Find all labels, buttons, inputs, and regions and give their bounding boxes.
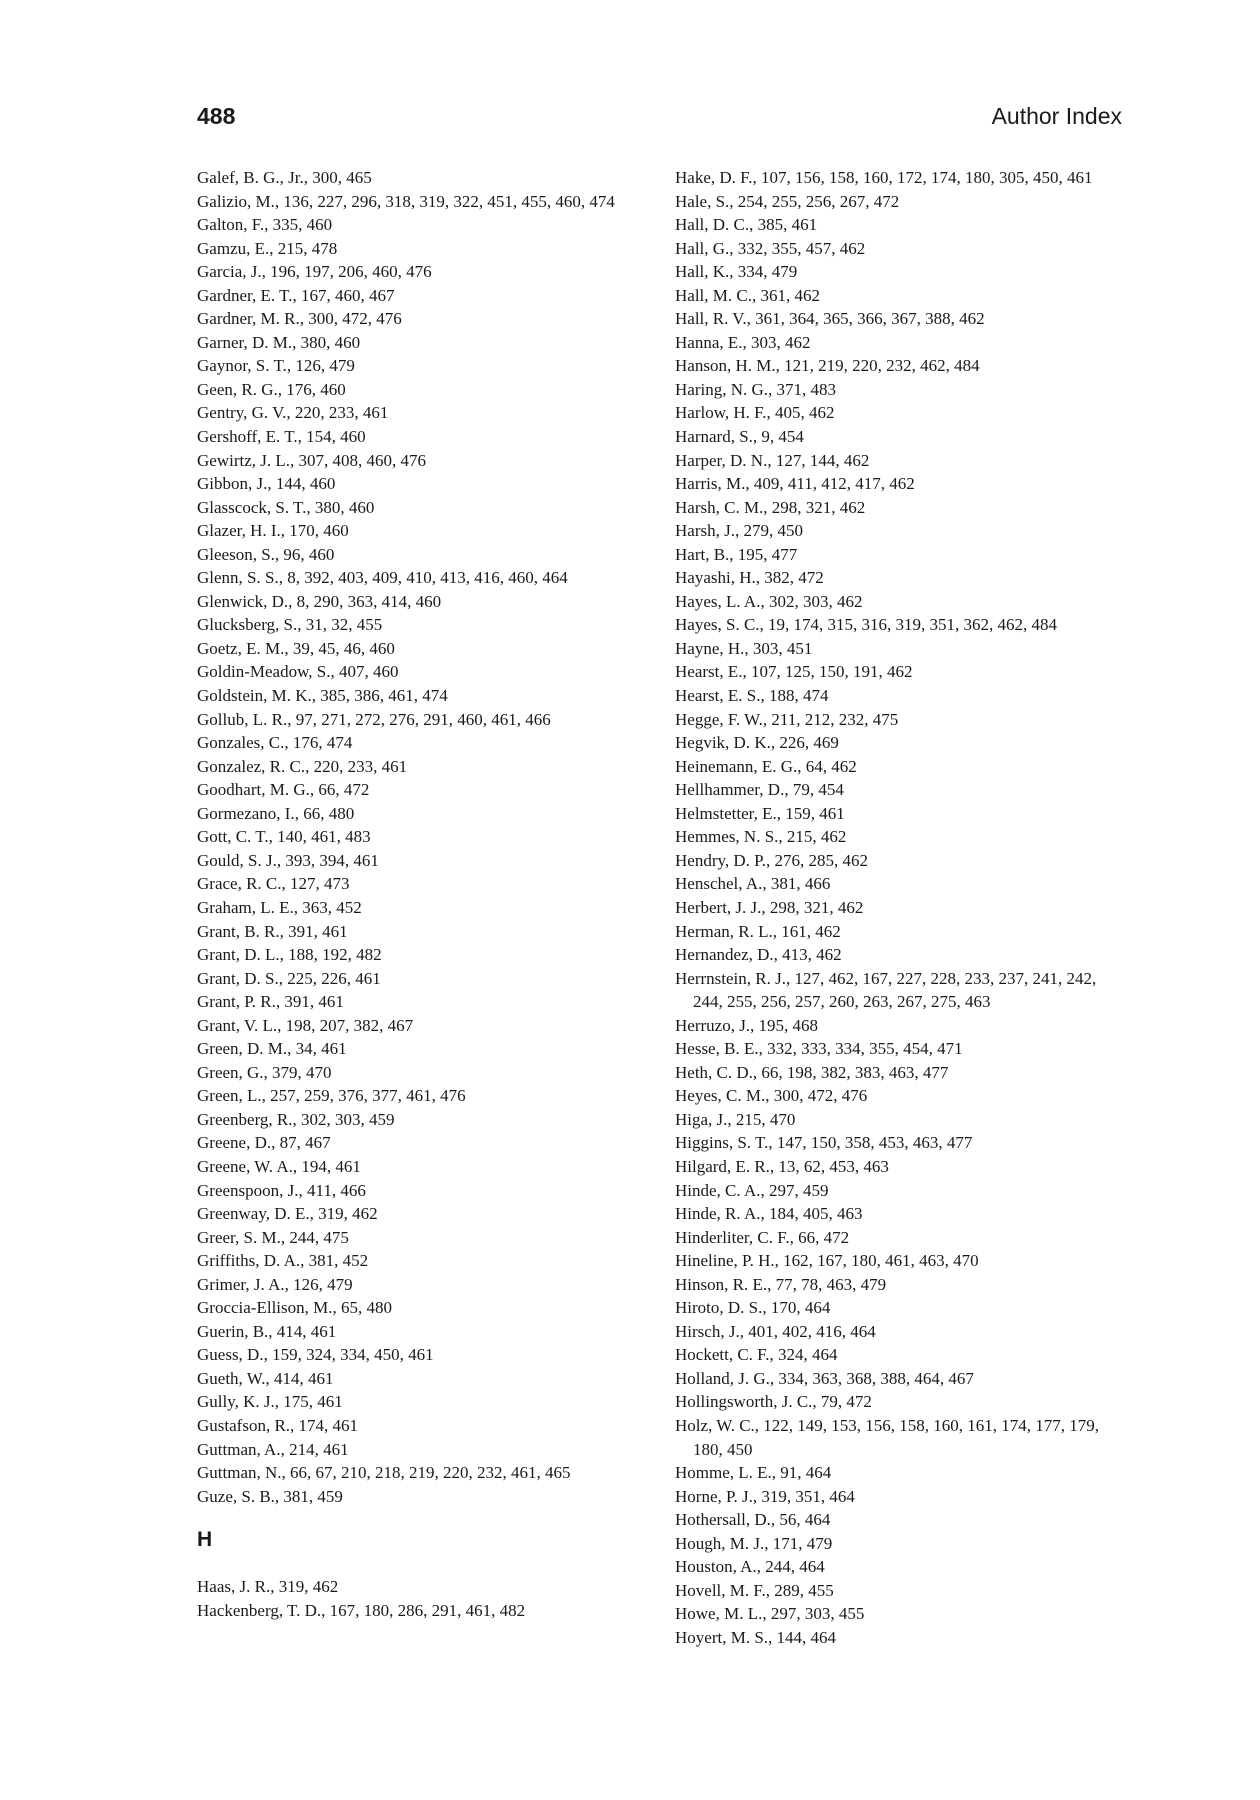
index-entry: Hesse, B. E., 332, 333, 334, 355, 454, 471 <box>675 1039 963 1059</box>
index-entry: Hall, K., 334, 479 <box>675 262 798 282</box>
index-entry: Guze, S. B., 381, 459 <box>197 1486 343 1506</box>
index-entry: Gewirtz, J. L., 307, 408, 460, 476 <box>197 450 427 470</box>
index-entry: Heinemann, E. G., 64, 462 <box>675 756 857 776</box>
index-entry: Hovell, M. F., 289, 455 <box>675 1580 834 1600</box>
index-entry: Hegvik, D. K., 226, 469 <box>675 733 839 753</box>
index-entry: Greene, W. A., 194, 461 <box>197 1156 361 1176</box>
index-entry: Gleeson, S., 96, 460 <box>197 544 335 564</box>
index-entry: Herman, R. L., 161, 462 <box>675 921 841 941</box>
index-entry: Grant, V. L., 198, 207, 382, 467 <box>197 1015 414 1035</box>
index-entry: Hale, S., 254, 255, 256, 267, 472 <box>675 191 900 211</box>
h-entries <box>197 1575 637 1622</box>
index-entry: Groccia-Ellison, M., 65, 480 <box>197 1298 392 1318</box>
index-entry: Hilgard, E. R., 13, 62, 453, 463 <box>675 1156 889 1176</box>
index-entry: Gormezano, I., 66, 480 <box>197 803 355 823</box>
h-entries-continued <box>675 166 1130 1649</box>
index-entry: Haring, N. G., 371, 483 <box>675 379 837 399</box>
index-entry: Haas, J. R., 319, 462 <box>197 1577 339 1597</box>
index-entry: Homme, L. E., 91, 464 <box>675 1463 832 1483</box>
index-entry: Hough, M. J., 171, 479 <box>675 1533 833 1553</box>
index-entry: Hayashi, H., 382, 472 <box>675 568 824 588</box>
index-entry: Harnard, S., 9, 454 <box>675 427 804 447</box>
index-entry: Greenspoon, J., 411, 466 <box>197 1180 366 1200</box>
index-entry: Henschel, A., 381, 466 <box>675 874 831 894</box>
index-entry: Glasscock, S. T., 380, 460 <box>197 497 375 517</box>
index-entry: Galef, B. G., Jr., 300, 465 <box>197 168 372 187</box>
index-entry: Hothersall, D., 56, 464 <box>675 1510 831 1530</box>
index-entry: Galizio, M., 136, 227, 296, 318, 319, 322, 451, 455, 460, 474 <box>197 191 615 211</box>
index-entry: Garcia, J., 196, 197, 206, 460, 476 <box>197 262 432 282</box>
index-entry: Helmstetter, E., 159, 461 <box>675 803 845 823</box>
index-entry: Hearst, E. S., 188, 474 <box>675 686 829 706</box>
index-entry: Guerin, B., 414, 461 <box>197 1321 337 1341</box>
index-entry: Hanson, H. M., 121, 219, 220, 232, 462, 484 <box>675 356 980 376</box>
index-entry: Gonzalez, R. C., 220, 233, 461 <box>197 756 408 776</box>
index-entry: Glazer, H. I., 170, 460 <box>197 521 349 541</box>
index-entry: Harsh, J., 279, 450 <box>675 521 803 541</box>
index-entry: Greenberg, R., 302, 303, 459 <box>197 1109 395 1129</box>
index-entry: Hayes, L. A., 302, 303, 462 <box>675 591 863 611</box>
index-entry: Guttman, A., 214, 461 <box>197 1439 349 1459</box>
index-entry: Green, L., 257, 259, 376, 377, 461, 476 <box>197 1086 466 1106</box>
index-entry: Holland, J. G., 334, 363, 368, 388, 464, 467 <box>675 1368 974 1388</box>
index-entry: Garner, D. M., 380, 460 <box>197 332 361 352</box>
index-entry: Guttman, N., 66, 67, 210, 218, 219, 220, 232, 461, 465 <box>197 1463 571 1483</box>
index-entry: Harsh, C. M., 298, 321, 462 <box>675 497 866 517</box>
index-entry: Goodhart, M. G., 66, 472 <box>197 780 370 800</box>
index-entry: Heth, C. D., 66, 198, 382, 383, 463, 477 <box>675 1062 949 1082</box>
index-entry: Herrnstein, R. J., 127, 462, 167, 227, 228, 233, 237, 241, 242, 244, 255, 256, 257, 260, 263, 267, 275, 463 <box>675 968 1097 1012</box>
index-entry: Hockett, C. F., 324, 464 <box>675 1345 838 1365</box>
index-entry: Goldin-Meadow, S., 407, 460 <box>197 662 399 682</box>
right-column <box>675 166 1130 1649</box>
index-entry: Gardner, M. R., 300, 472, 476 <box>197 309 402 329</box>
index-entry: Gonzales, C., 176, 474 <box>197 733 353 753</box>
running-head: Author Index <box>991 103 1122 129</box>
index-entry: Grace, R. C., 127, 473 <box>197 874 350 894</box>
index-entry: Hayne, H., 303, 451 <box>675 638 813 658</box>
index-entry: Gaynor, S. T., 126, 479 <box>197 356 355 376</box>
index-entry: Hall, D. C., 385, 461 <box>675 215 818 235</box>
index-entry: Grant, B. R., 391, 461 <box>197 921 348 941</box>
index-entry: Glenwick, D., 8, 290, 363, 414, 460 <box>197 591 442 611</box>
index-entry: Glenn, S. S., 8, 392, 403, 409, 410, 413, 416, 460, 464 <box>197 568 568 588</box>
index-entry: Gershoff, E. T., 154, 460 <box>197 427 366 447</box>
index-entry: Herbert, J. J., 298, 321, 462 <box>675 897 864 917</box>
index-entry: Harris, M., 409, 411, 412, 417, 462 <box>675 474 915 494</box>
index-entry: Hemmes, N. S., 215, 462 <box>675 827 847 847</box>
page-header <box>197 103 1122 143</box>
index-entry: Galton, F., 335, 460 <box>197 215 333 235</box>
index-entry: Hellhammer, D., 79, 454 <box>675 780 844 800</box>
index-entry: Griffiths, D. A., 381, 452 <box>197 1251 369 1271</box>
index-entry: Hanna, E., 303, 462 <box>675 332 811 352</box>
index-entry: Hackenberg, T. D., 167, 180, 286, 291, 461, 482 <box>197 1600 526 1620</box>
index-entry: Hoyert, M. S., 144, 464 <box>675 1627 837 1647</box>
index-entry: Horne, P. J., 319, 351, 464 <box>675 1486 855 1506</box>
index-entry: Gould, S. J., 393, 394, 461 <box>197 850 379 870</box>
index-entry: Higgins, S. T., 147, 150, 358, 453, 463, 477 <box>675 1133 973 1153</box>
index-entry: Gully, K. J., 175, 461 <box>197 1392 343 1412</box>
index-entry: Hineline, P. H., 162, 167, 180, 461, 463, 470 <box>675 1251 979 1271</box>
index-entry: Grant, D. S., 225, 226, 461 <box>197 968 381 988</box>
index-entry: Hernandez, D., 413, 462 <box>675 945 842 965</box>
index-entry: Gamzu, E., 215, 478 <box>197 238 338 258</box>
index-entry: Hinson, R. E., 77, 78, 463, 479 <box>675 1274 887 1294</box>
index-entry: Hinde, R. A., 184, 405, 463 <box>675 1204 863 1224</box>
index-entry: Heyes, C. M., 300, 472, 476 <box>675 1086 868 1106</box>
index-entry: Hinderliter, C. F., 66, 472 <box>675 1227 850 1247</box>
index-entry: Gardner, E. T., 167, 460, 467 <box>197 285 395 305</box>
index-entry: Guess, D., 159, 324, 334, 450, 461 <box>197 1345 434 1365</box>
index-entry: Hake, D. F., 107, 156, 158, 160, 172, 174, 180, 305, 450, 461 <box>675 168 1093 187</box>
index-entry: Gott, C. T., 140, 461, 483 <box>197 827 371 847</box>
index-entry: Hollingsworth, J. C., 79, 472 <box>675 1392 872 1412</box>
index-entry: Green, D. M., 34, 461 <box>197 1039 347 1059</box>
index-entry: Hinde, C. A., 297, 459 <box>675 1180 829 1200</box>
index-entry: Hall, R. V., 361, 364, 365, 366, 367, 388, 462 <box>675 309 985 329</box>
index-entry: Hearst, E., 107, 125, 150, 191, 462 <box>675 662 913 682</box>
index-entry: Grimer, J. A., 126, 479 <box>197 1274 353 1294</box>
index-entry: Holz, W. C., 122, 149, 153, 156, 158, 160, 161, 174, 177, 179, 180, 450 <box>675 1415 1100 1459</box>
index-entry: Harlow, H. F., 405, 462 <box>675 403 835 423</box>
index-entry: Hegge, F. W., 211, 212, 232, 475 <box>675 709 899 729</box>
page-number: 488 <box>197 103 236 129</box>
index-entry: Houston, A., 244, 464 <box>675 1557 825 1577</box>
left-column <box>197 166 637 1622</box>
index-entry: Hall, M. C., 361, 462 <box>675 285 820 305</box>
index-entry: Gentry, G. V., 220, 233, 461 <box>197 403 389 423</box>
index-entry: Harper, D. N., 127, 144, 462 <box>675 450 870 470</box>
index-entry: Grant, D. L., 188, 192, 482 <box>197 945 382 965</box>
index-entry: Glucksberg, S., 31, 32, 455 <box>197 615 383 635</box>
index-entry: Hall, G., 332, 355, 457, 462 <box>675 238 866 258</box>
index-entry: Hendry, D. P., 276, 285, 462 <box>675 850 868 870</box>
index-entry: Graham, L. E., 363, 452 <box>197 897 362 917</box>
index-entry: Greenway, D. E., 319, 462 <box>197 1204 378 1224</box>
index-entry: Gustafson, R., 174, 461 <box>197 1415 359 1435</box>
index-entry: Howe, M. L., 297, 303, 455 <box>675 1604 865 1624</box>
index-entry: Green, G., 379, 470 <box>197 1062 332 1082</box>
index-entry: Hayes, S. C., 19, 174, 315, 316, 319, 351, 362, 462, 484 <box>675 615 1058 635</box>
index-entry: Gollub, L. R., 97, 271, 272, 276, 291, 460, 461, 466 <box>197 709 551 729</box>
index-entry: Grant, P. R., 391, 461 <box>197 992 344 1012</box>
index-entry: Higa, J., 215, 470 <box>675 1109 796 1129</box>
index-entry: Hiroto, D. S., 170, 464 <box>675 1298 831 1318</box>
index-entry: Goetz, E. M., 39, 45, 46, 460 <box>197 638 395 658</box>
index-entry: Goldstein, M. K., 385, 386, 461, 474 <box>197 686 448 706</box>
index-entry: Hirsch, J., 401, 402, 416, 464 <box>675 1321 876 1341</box>
index-entry: Gibbon, J., 144, 460 <box>197 474 336 494</box>
g-entries <box>197 166 637 1508</box>
index-entry: Herruzo, J., 195, 468 <box>675 1015 819 1035</box>
index-entry: Hart, B., 195, 477 <box>675 544 798 564</box>
index-entry: Geen, R. G., 176, 460 <box>197 379 346 399</box>
index-entry: Greene, D., 87, 467 <box>197 1133 331 1153</box>
section-heading-h: H <box>197 1528 213 1552</box>
index-entry: Greer, S. M., 244, 475 <box>197 1227 349 1247</box>
index-entry: Gueth, W., 414, 461 <box>197 1368 334 1388</box>
